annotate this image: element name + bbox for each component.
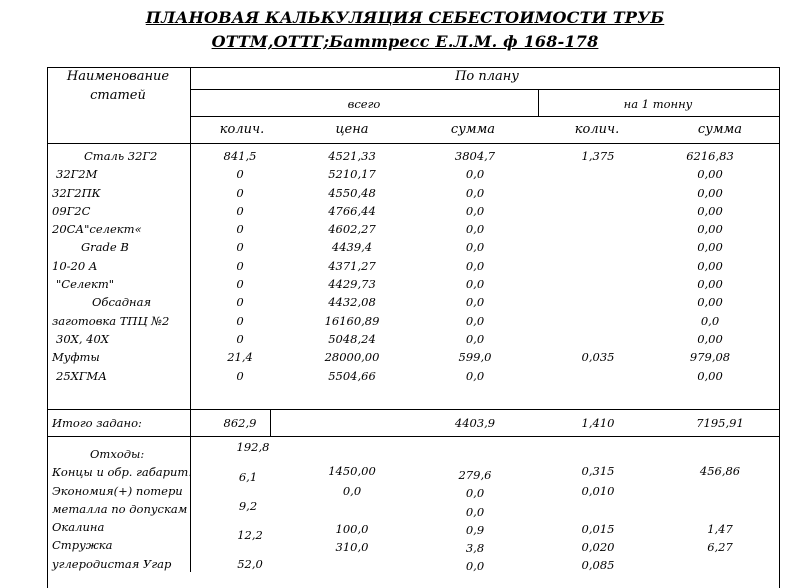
item-name: заготовка ТПЦ №2 (52, 313, 170, 328)
item-qty-per-ton (558, 165, 638, 183)
item-qty-per-ton (558, 257, 638, 275)
item-price: 4550,48 (328, 185, 376, 200)
waste-name: Концы и обр. габарит. (52, 465, 192, 480)
item-qty: 0 (236, 295, 244, 310)
item-qty-per-ton (558, 367, 638, 385)
item-name: "Селект" (56, 277, 115, 292)
item-qty: 21,4 (227, 350, 253, 365)
item-sum-per-ton: 0,00 (697, 277, 723, 292)
document-title: ПЛАНОВАЯ КАЛЬКУЛЯЦИЯ СЕБЕСТОИМОСТИ ТРУБ (145, 8, 665, 27)
grid-line-subheader (190, 116, 779, 117)
total-qty: 862,9 (223, 416, 257, 430)
item-price: 4766,44 (328, 203, 376, 218)
item-qty: 0 (236, 368, 244, 383)
header-total: всего (347, 97, 381, 111)
item-price: 4439,4 (331, 240, 373, 255)
item-qty-per-ton (558, 184, 638, 202)
item-price: 4432,08 (328, 295, 376, 310)
item-name: Муфты (52, 350, 100, 365)
item-qty: 0 (236, 185, 244, 200)
header-sum-per-ton: сумма (697, 122, 743, 137)
total-sum: 4403,9 (454, 416, 496, 430)
header-price: цена (335, 122, 369, 137)
waste-total-qty: 192,8 (236, 440, 270, 454)
item-name: 32Г2ПК (52, 185, 101, 200)
item-sum-per-ton: 0,00 (697, 185, 723, 200)
waste-sum-column (435, 466, 515, 576)
waste-sum: 0,0 (465, 559, 485, 574)
item-sum: 0,0 (465, 240, 485, 255)
item-name: 09Г2С (52, 203, 91, 218)
item-qty-column (200, 147, 280, 385)
item-sum: 599,0 (458, 350, 492, 365)
item-sum-per-ton: 6216,83 (686, 149, 734, 163)
grid-line-total-split (270, 409, 271, 437)
item-price-column (312, 147, 392, 385)
item-sum: 0,0 (465, 185, 485, 200)
item-sum: 0,0 (465, 222, 485, 237)
item-qty: 0 (236, 277, 244, 292)
item-sum-column (435, 147, 515, 385)
item-name: 30Х, 40Х (56, 331, 109, 346)
item-sum: 3804,7 (454, 149, 496, 163)
header-qty: колич. (219, 122, 265, 137)
grid-line-total-top (47, 409, 779, 410)
item-qty-per-ton: 1,375 (581, 149, 615, 163)
waste-sum-per-ton: 6,27 (707, 540, 733, 554)
item-sum-per-ton: 0,00 (697, 258, 723, 273)
header-per-ton: на 1 тонну (623, 97, 693, 111)
item-sum: 0,0 (465, 167, 485, 182)
item-name: 32Г2М (56, 167, 98, 182)
total-sum-per-ton: 7195,91 (696, 416, 744, 430)
waste-qty-per-ton: 0,315 (581, 464, 615, 478)
waste-price: 0,0 (342, 484, 362, 498)
item-qty-per-ton (558, 275, 638, 293)
waste-qty: 9,2 (238, 499, 258, 513)
waste-sum: 0,0 (465, 486, 485, 501)
waste-sum: 279,6 (458, 468, 492, 482)
item-sum: 0,0 (465, 258, 485, 273)
waste-price: 310,0 (335, 540, 369, 554)
item-name: 20СА"селект« (52, 222, 142, 237)
waste-sum: 3,8 (465, 541, 485, 556)
item-price: 16160,89 (324, 313, 380, 328)
item-names-column (52, 147, 169, 385)
waste-qty-per-ton: 0,085 (581, 558, 615, 572)
item-sum: 0,0 (465, 368, 485, 383)
waste-qty-per-ton: 0,015 (581, 522, 615, 536)
header-plan: По плану (455, 69, 519, 84)
waste-qty: 6,1 (238, 470, 258, 484)
item-sum-per-ton: 0,00 (697, 240, 723, 255)
item-sum-per-ton-column (670, 147, 750, 385)
waste-names-column (52, 445, 192, 573)
grid-line-plan (190, 89, 779, 90)
item-sum-per-ton: 0,00 (697, 203, 723, 218)
item-sum: 0,0 (465, 313, 485, 328)
grid-line-header-bottom (47, 143, 779, 144)
grid-line-per-ton-split (538, 89, 539, 117)
item-name: 25ХГМА (56, 368, 107, 383)
item-qty: 841,5 (223, 149, 257, 163)
waste-price: 1450,00 (328, 464, 376, 478)
waste-qty: 52,0 (237, 557, 263, 571)
item-sum: 0,0 (465, 277, 485, 292)
item-qty-per-ton (558, 238, 638, 256)
item-qty-per-ton (558, 220, 638, 238)
total-qty-per-ton: 1,410 (581, 416, 615, 430)
grid-line-total-bottom (47, 436, 779, 437)
item-price: 4602,27 (328, 222, 376, 237)
waste-sum-per-ton: 1,47 (707, 522, 733, 536)
item-price: 5048,24 (328, 331, 376, 346)
item-name: Grade B (81, 240, 129, 255)
header-name-line1: Наименование (66, 69, 170, 84)
header-name-line2: статей (90, 88, 146, 103)
waste-name: Отходы: (90, 447, 145, 461)
item-price: 5210,17 (328, 167, 376, 182)
waste-price: 100,0 (335, 522, 369, 536)
item-qty-per-ton (558, 293, 638, 311)
item-qty: 0 (236, 313, 244, 328)
item-sum-per-ton: 0,00 (697, 295, 723, 310)
document-subtitle: ОТТМ,ОТТГ;Баттресс Е.Л.М. ф 168-178 (211, 32, 599, 51)
item-name: Сталь 32Г2 (84, 149, 158, 163)
total-label: Итого задано: (52, 416, 142, 430)
item-qty-per-ton (558, 312, 638, 330)
waste-sum: 0,9 (465, 522, 485, 537)
item-qty-per-ton (558, 202, 638, 220)
waste-sum: 0,0 (465, 504, 485, 519)
item-sum-per-ton: 979,08 (689, 350, 731, 365)
item-qty: 0 (236, 203, 244, 218)
item-price: 4521,33 (328, 149, 376, 163)
waste-name: Окалина (52, 520, 105, 535)
item-qty: 0 (236, 258, 244, 273)
item-sum-per-ton: 0,0 (700, 313, 720, 328)
item-sum: 0,0 (465, 295, 485, 310)
waste-name: металла по допускам (52, 501, 188, 516)
item-sum: 0,0 (465, 203, 485, 218)
item-sum: 0,0 (465, 331, 485, 346)
waste-qty-per-ton: 0,010 (581, 484, 615, 498)
waste-qty: 12,2 (237, 528, 263, 542)
item-sum-per-ton: 0,00 (697, 331, 723, 346)
item-qty: 0 (236, 331, 244, 346)
item-price: 5504,66 (328, 368, 376, 383)
item-price: 4371,27 (328, 258, 376, 273)
item-name: 10-20 А (52, 258, 98, 273)
waste-qty-per-ton: 0,020 (581, 540, 615, 554)
header-sum: сумма (450, 122, 496, 137)
item-qty-per-ton: 0,035 (581, 350, 615, 365)
waste-name: Экономия(+) потери (52, 483, 183, 498)
item-sum-per-ton: 0,00 (697, 368, 723, 383)
item-sum-per-ton: 0,00 (697, 222, 723, 237)
waste-sum-per-ton: 456,86 (699, 464, 741, 478)
item-price: 4429,73 (328, 277, 376, 292)
waste-name: углеродистая Угар (52, 556, 172, 571)
item-qty: 0 (236, 167, 244, 182)
waste-name: Стружка (52, 538, 113, 553)
item-name: Обсадная (92, 295, 152, 310)
item-qty-per-ton (558, 330, 638, 348)
item-qty: 0 (236, 222, 244, 237)
item-sum-per-ton: 0,00 (697, 167, 723, 182)
item-price: 28000,00 (324, 350, 380, 365)
item-qty-per-ton-column (558, 147, 638, 385)
item-qty: 0 (236, 240, 244, 255)
header-qty-per-ton: колич. (574, 122, 620, 137)
